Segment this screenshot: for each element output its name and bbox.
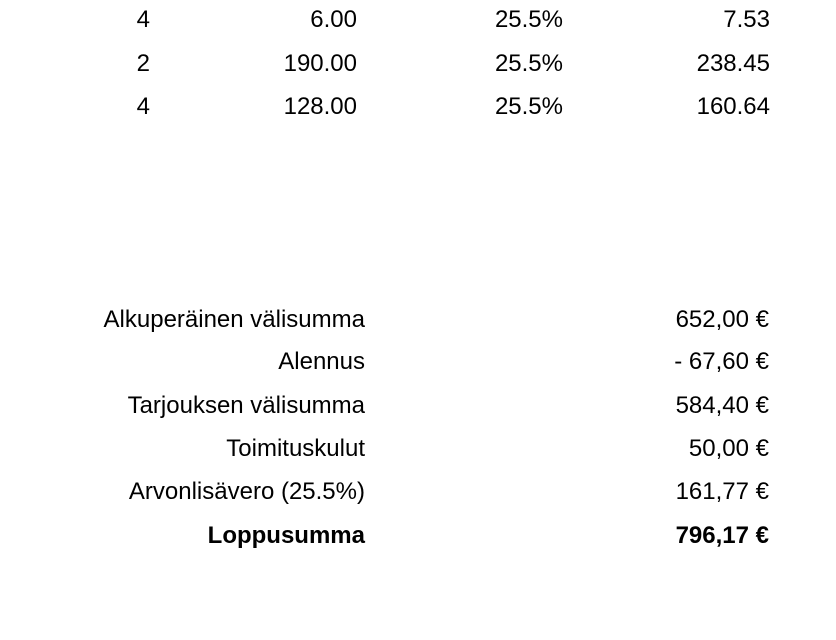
summary-label: Arvonlisävero (25.5%) <box>128 478 365 505</box>
summary-value: 50,00 € <box>688 435 769 462</box>
summary-label: Alennus <box>278 348 365 375</box>
summary-value: 652,00 € <box>675 306 769 333</box>
grand-total-value: 796,17 € <box>675 522 769 549</box>
item-total: 160.64 <box>696 93 770 120</box>
summary-value: - 67,60 € <box>674 348 769 375</box>
item-unit-price: 6.00 <box>310 6 357 33</box>
summary-value: 584,40 € <box>675 392 769 419</box>
item-total: 7.53 <box>723 6 770 33</box>
item-total: 238.45 <box>696 50 770 77</box>
item-unit-price: 190.00 <box>283 50 357 77</box>
summary-value: 161,77 € <box>675 478 769 505</box>
item-vat: 25.5% <box>494 6 563 33</box>
item-quantity: 4 <box>136 93 150 120</box>
item-vat: 25.5% <box>494 93 563 120</box>
item-quantity: 4 <box>136 6 150 33</box>
grand-total-label: Loppusumma <box>207 522 365 549</box>
summary-label: Tarjouksen välisumma <box>127 392 365 419</box>
summary-label: Toimituskulut <box>226 435 365 462</box>
item-unit-price: 128.00 <box>283 93 357 120</box>
summary-label: Alkuperäinen välisumma <box>103 306 365 333</box>
item-quantity: 2 <box>136 50 150 77</box>
item-vat: 25.5% <box>494 50 563 77</box>
